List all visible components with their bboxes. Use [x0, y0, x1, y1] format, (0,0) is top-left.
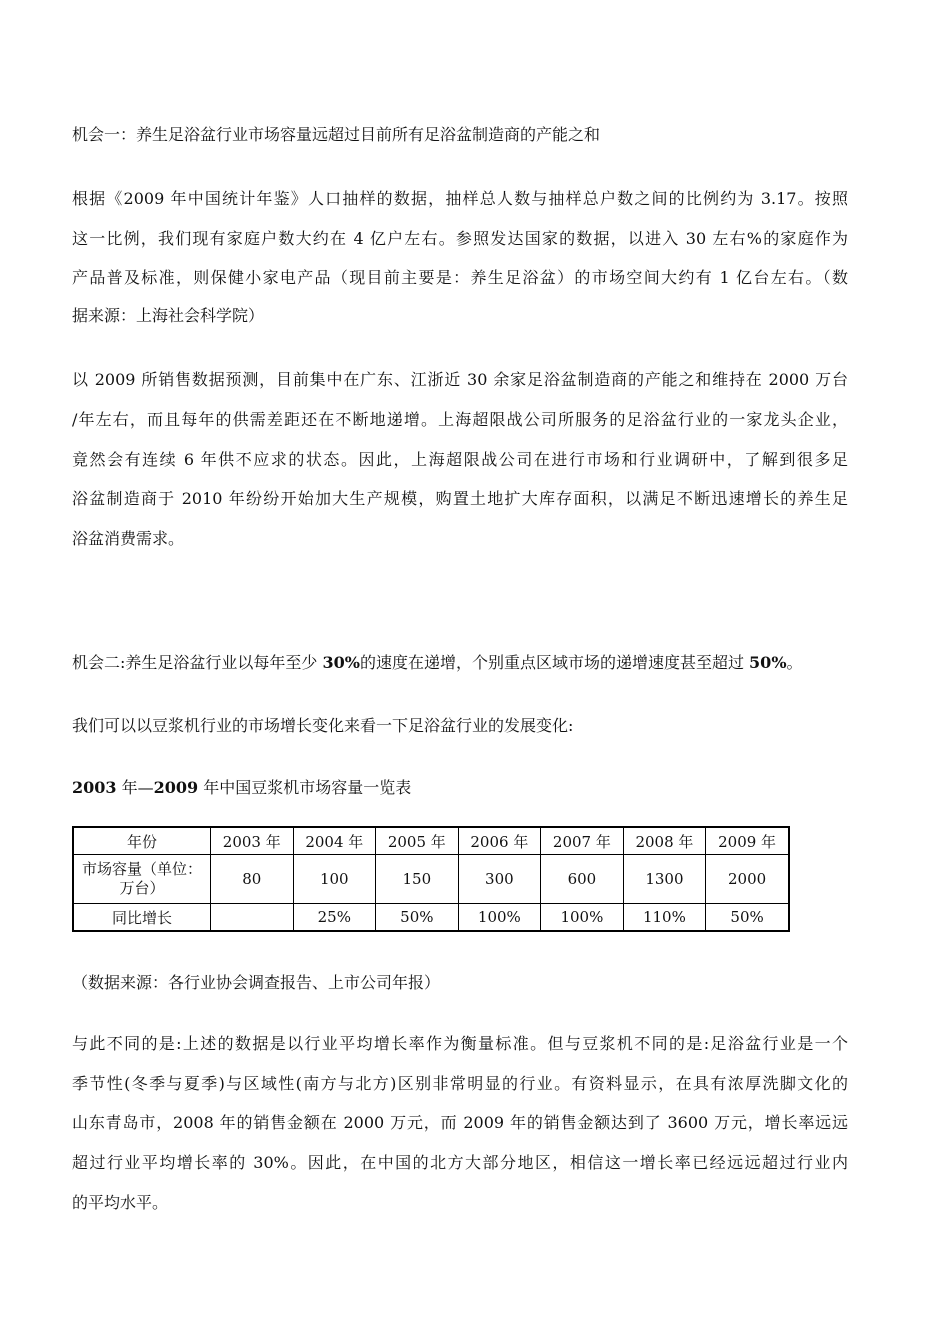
growth-cell: 100%	[541, 904, 624, 932]
growth-cell: 50%	[706, 904, 789, 932]
year-cell: 2004 年	[293, 827, 376, 855]
paragraph-3-line: 季节性(冬季与夏季)与区域性(南方与北方)区别非常明显的行业。有资料显示，在具有浓厚洗脚文化的	[72, 1074, 848, 1093]
paragraph-3-line: 超过行业平均增长率的 30%。因此，在中国的北方大部分地区，相信这一增长率已经远远超过行业内	[72, 1153, 848, 1172]
paragraph-3-line: 的平均水平。	[72, 1193, 169, 1212]
year-cell: 2009 年	[706, 827, 789, 855]
paragraph-2-line: 浴盆消费需求。	[72, 529, 185, 548]
capacity-cell: 2000	[706, 855, 789, 904]
table-row-growth	[73, 904, 789, 932]
growth-cell: 100%	[458, 904, 541, 932]
data-source-note: （数据来源：各行业协会调查报告、上市公司年报）	[72, 973, 441, 992]
row-label-capacity: 市场容量（单位： 万台）	[73, 855, 211, 904]
paragraph-2-line: 浴盆制造商于 2010 年纷纷开始加大生产规模，购置土地扩大库存面积，以满足不断迅速增长的养生足	[72, 489, 848, 508]
capacity-cell: 1300	[623, 855, 706, 904]
paragraph-2-line: /年左右，而且每年的供需差距还在不断地递增。上海超限战公司所服务的足浴盆行业的一家龙头企业，	[72, 410, 848, 429]
paragraph-3-line: 与此不同的是:上述的数据是以行业平均增长率作为衡量标准。但与豆浆机不同的是:足浴盆行业是一个	[72, 1034, 848, 1053]
paragraph-1-line: 产品普及标准，则保健小家电产品（现目前主要是：养生足浴盆）的市场空间大约有 1 亿台左右。（数	[72, 268, 848, 287]
paragraph-1-line: 据来源：上海社会科学院）	[72, 306, 265, 325]
table-header-row	[73, 827, 789, 855]
table-title: 2003 年—2009 年中国豆浆机市场容量一览表	[72, 778, 412, 797]
header-label-year: 年份	[73, 827, 211, 855]
heading-opportunity-2: 机会二:养生足浴盆行业以每年至少 30%的速度在递增，个别重点区域市场的递增速度甚至超过 50%。	[72, 653, 803, 672]
paragraph-2-line: 竟然会有连续 6 年供不应求的状态。因此，上海超限战公司在进行市场和行业调研中，了解到很多足	[72, 450, 848, 469]
growth-cell: 50%	[376, 904, 459, 932]
paragraph-3-line: 山东青岛市，2008 年的销售金额在 2000 万元，而 2009 年的销售金额达到了 3600 万元，增长率远远	[72, 1113, 848, 1132]
growth-cell	[211, 904, 294, 932]
growth-cell: 110%	[623, 904, 706, 932]
paragraph-1-line: 根据《2009 年中国统计年鉴》人口抽样的数据，抽样总人数与抽样总户数之间的比例约为 3.17。按照	[72, 189, 848, 208]
intro-line: 我们可以以豆浆机行业的市场增长变化来看一下足浴盆行业的发展变化:	[72, 716, 574, 735]
paragraph-1-line: 这一比例，我们现有家庭户数大约在 4 亿户左右。参照发达国家的数据，以进入 30 左右%的家庭作为	[72, 229, 848, 248]
year-cell: 2006 年	[458, 827, 541, 855]
bold-30-percent: 30%	[322, 653, 360, 672]
heading-opportunity-1: 机会一：养生足浴盆行业市场容量远超过目前所有足浴盆制造商的产能之和	[72, 125, 601, 144]
capacity-cell: 150	[376, 855, 459, 904]
year-cell: 2003 年	[211, 827, 294, 855]
capacity-cell: 100	[293, 855, 376, 904]
year-cell: 2005 年	[376, 827, 459, 855]
growth-cell: 25%	[293, 904, 376, 932]
capacity-cell: 300	[458, 855, 541, 904]
capacity-cell: 80	[211, 855, 294, 904]
year-cell: 2007 年	[541, 827, 624, 855]
paragraph-2-line: 以 2009 所销售数据预测，目前集中在广东、江浙近 30 余家足浴盆制造商的产能之和维持在 2000 万台	[72, 370, 848, 389]
bold-50-percent: 50%	[749, 653, 787, 672]
year-cell: 2008 年	[623, 827, 706, 855]
row-label-growth: 同比增长	[73, 904, 211, 932]
soymilk-market-table	[72, 826, 790, 932]
capacity-cell: 600	[541, 855, 624, 904]
table-row-capacity	[73, 855, 789, 904]
